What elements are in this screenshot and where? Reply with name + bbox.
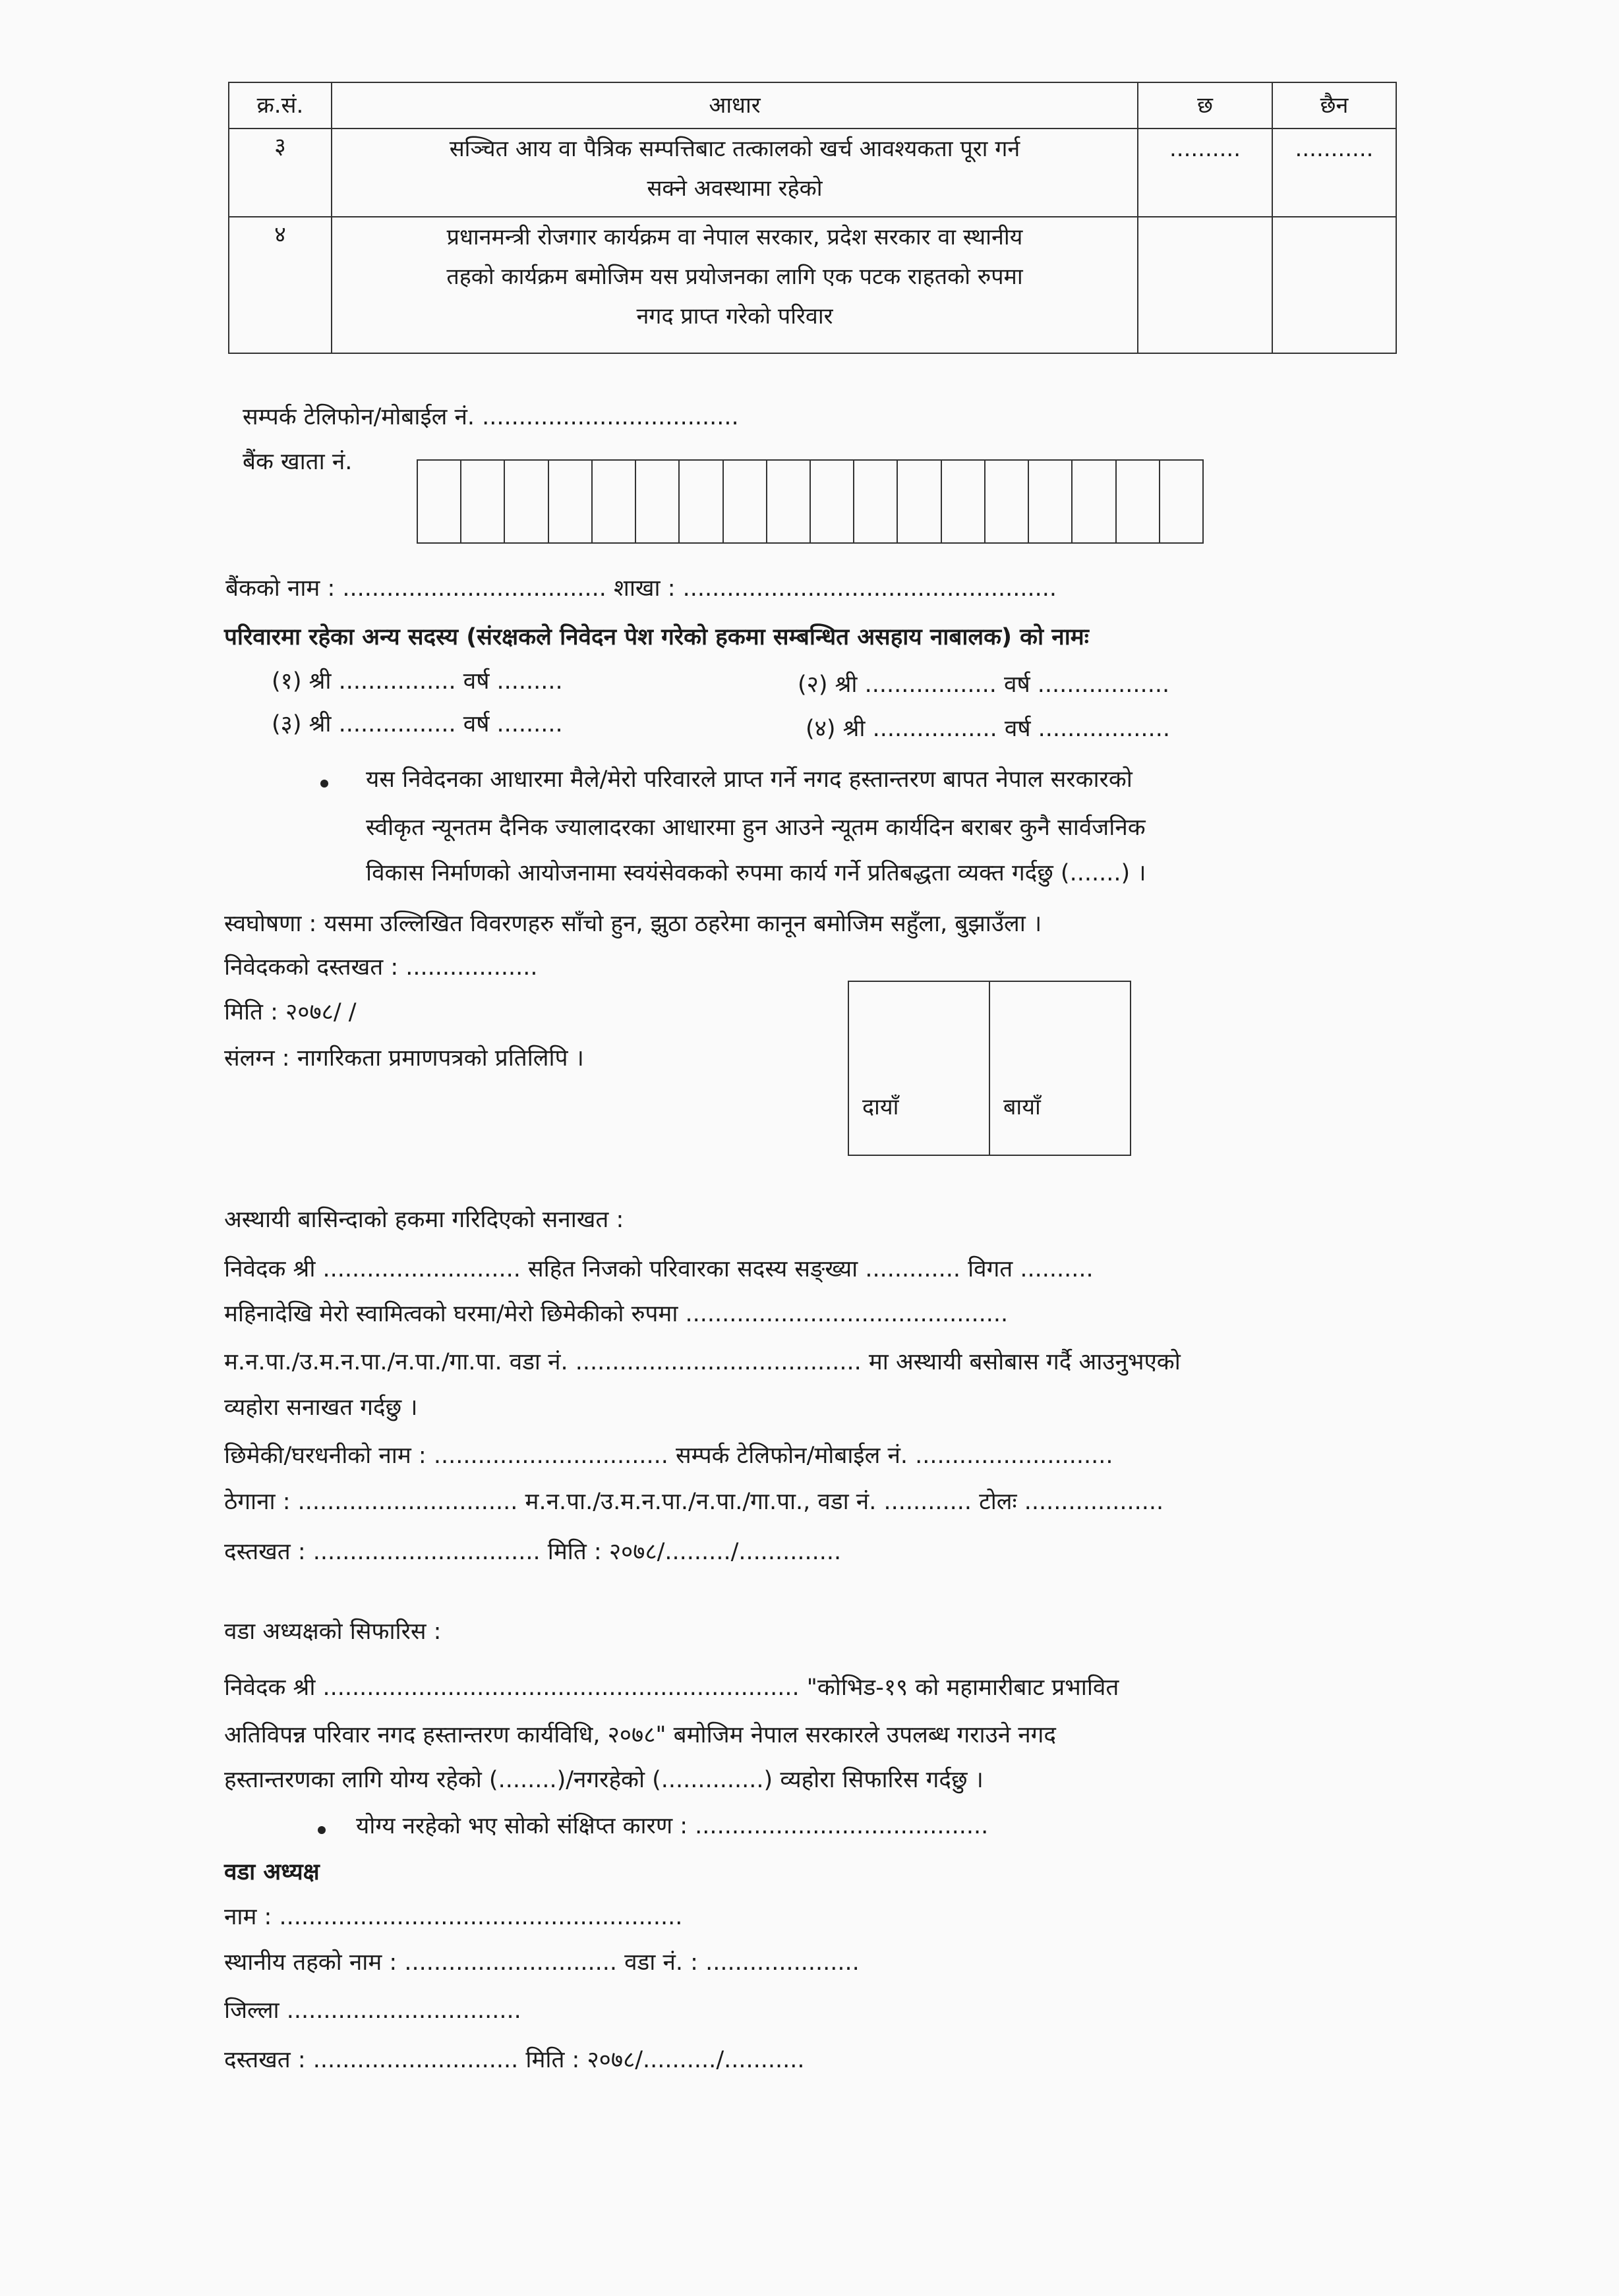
header-sn: क्र.सं. (229, 82, 332, 129)
commitment-line: विकास निर्माणको आयोजनामा स्वयंसेवकको रुपमा कार्य गर्ने प्रतिबद्धता व्यक्त गर्दछु (.......) । (366, 860, 1146, 886)
right-thumb-label: दायाँ (862, 1094, 899, 1120)
temp-signature-line[interactable]: दस्तखत : ............................... मिति : २०७८/........./.............. (224, 1539, 842, 1565)
right-thumb-cell[interactable] (849, 982, 990, 1155)
row-sn: ४ (229, 217, 332, 353)
bullet-dot (320, 780, 328, 788)
table-row (229, 217, 1396, 353)
table-row (229, 129, 1396, 217)
row-basis (332, 217, 1138, 353)
row-basis-line: सक्ने अवस्थामा रहेको (647, 175, 823, 202)
left-thumb-label: बायाँ (1003, 1094, 1041, 1120)
applicant-signature[interactable]: निवेदकको दस्तखत : .................. (224, 954, 538, 981)
temp-resident-line[interactable]: म.न.पा./उ.म.न.पा./न.पा./गा.पा. वडा नं. ....................................... मा अस्थायी बसोबास गर्दै आउनुभएको (224, 1349, 1181, 1375)
member-2[interactable]: (२) श्री .................. वर्ष .................. (798, 672, 1170, 698)
member-4[interactable]: (४) श्री ................. वर्ष .................. (806, 716, 1170, 742)
ward-reason[interactable]: योग्य नरहेको भए सोको संक्षिप्त कारण : ........................................ (356, 1813, 989, 1839)
commitment-line: यस निवेदनका आधारमा मैले/मेरो परिवारले प्राप्त गर्ने नगद हस्तान्तरण बापत नेपाल सरकारको (366, 766, 1133, 793)
bullet-dot (318, 1826, 326, 1834)
row-basis-line: नगद प्राप्त गरेको परिवार (636, 302, 833, 330)
row-yes[interactable] (1138, 217, 1272, 353)
members-heading: परिवारमा रहेका अन्य सदस्य (संरक्षकले निवेदन पेश गरेको हकमा सम्बन्धित असहाय नाबालक) को नामः (224, 624, 1089, 650)
member-1[interactable]: (१) श्री ................ वर्ष ......... (272, 668, 563, 695)
local-level-field[interactable]: स्थानीय तहको नाम : ............................. वडा नं. : ..................... (224, 1949, 860, 1976)
ward-line: अतिविपन्न परिवार नगद हस्तान्तरण कार्यविधि, २०७८" बमोजिम नेपाल सरकारले उपलब्ध गराउने नगद (224, 1722, 1056, 1748)
attachment-note: संलग्न : नागरिकता प्रमाणपत्रको प्रतिलिपि । (224, 1045, 584, 1072)
left-thumb-cell[interactable] (990, 982, 1130, 1155)
criteria-table (228, 82, 1397, 354)
temp-resident-line: व्यहोरा सनाखत गर्दछु । (224, 1394, 418, 1421)
bank-account-boxes[interactable] (417, 459, 1204, 544)
member-3[interactable]: (३) श्री ................ वर्ष ......... (272, 711, 563, 737)
row-no[interactable]: ........... (1272, 129, 1396, 217)
ward-chair-label: वडा अध्यक्ष (224, 1859, 320, 1885)
neighbor-line[interactable]: छिमेकी/घरधनीको नाम : ................................ सम्पर्क टेलिफोन/मोबाईल नं. ........................... (224, 1443, 1113, 1469)
row-basis-line: तहको कार्यक्रम बमोजिम यस प्रयोजनका लागि एक पटक राहतको रुपमा (446, 263, 1023, 290)
temp-resident-heading: अस्थायी बासिन्दाको हकमा गरिदिएको सनाखत : (224, 1207, 624, 1233)
temp-resident-line[interactable]: महिनादेखि मेरो स्वामित्वको घरमा/मेरो छिमेकीको रुपमा ............................................ (224, 1301, 1009, 1327)
table-header-row (229, 82, 1396, 129)
header-yes: छ (1138, 82, 1272, 129)
thumbprint-box[interactable] (848, 981, 1131, 1156)
row-no[interactable] (1272, 217, 1396, 353)
bank-account-label: बैंक खाता नं. (243, 449, 353, 475)
self-declaration: स्वघोषणा : यसमा उल्लिखित विवरणहरु साँचो हुन, झुठा ठहरेमा कानून बमोजिम सहुँला, बुझाउँला । (224, 911, 1042, 937)
temp-resident-line[interactable]: निवेदक श्री ........................... सहित निजको परिवारका सदस्य सङ्ख्या ............. विगत .......... (224, 1256, 1094, 1282)
bank-name-field[interactable]: बैंकको नाम : .................................... शाखा : ................................................... (225, 575, 1057, 602)
row-yes[interactable]: .......... (1138, 129, 1272, 217)
address-line[interactable]: ठेगाना : .............................. म.न.पा./उ.म.न.पा./न.पा./गा.पा., वडा नं. ............ टोलः ................... (224, 1489, 1164, 1515)
applicant-date[interactable]: मिति : २०७८/ / (224, 999, 357, 1025)
ward-signature-line[interactable]: दस्तखत : ............................ मिति : २०७८/........../........... (224, 2047, 805, 2073)
ward-heading: वडा अध्यक्षको सिफारिस : (224, 1619, 442, 1645)
row-basis-line: सञ्चित आय वा पैत्रिक सम्पत्तिबाट तत्कालको खर्च आवश्यकता पूरा गर्न (449, 136, 1020, 163)
district-field[interactable]: जिल्ला ................................ (224, 1997, 521, 2024)
phone-field[interactable]: सम्पर्क टेलिफोन/मोबाईल नं. ................................... (243, 404, 739, 430)
ward-line[interactable]: हस्तान्तरणका लागि योग्य रहेको (........)/नगरहेको (..............) व्यहोरा सिफारिस गर्दछु । (224, 1767, 984, 1793)
header-no: छैन (1272, 82, 1396, 129)
row-basis-line: प्रधानमन्त्री रोजगार कार्यक्रम वा नेपाल सरकार, प्रदेश सरकार वा स्थानीय (446, 223, 1023, 250)
ward-line[interactable]: निवेदक श्री ................................................................. "कोभिड-१९ को महामारीबाट प्रभावित (224, 1675, 1119, 1701)
row-sn: ३ (229, 129, 332, 217)
row-basis (332, 129, 1138, 217)
header-basis: आधार (332, 82, 1138, 129)
ward-name-field[interactable]: नाम : ....................................................... (224, 1904, 683, 1930)
commitment-line: स्वीकृत न्यूनतम दैनिक ज्यालादरका आधारमा हुन आउने न्यूतम कार्यदिन बराबर कुनै सार्वजनिक (366, 815, 1146, 841)
